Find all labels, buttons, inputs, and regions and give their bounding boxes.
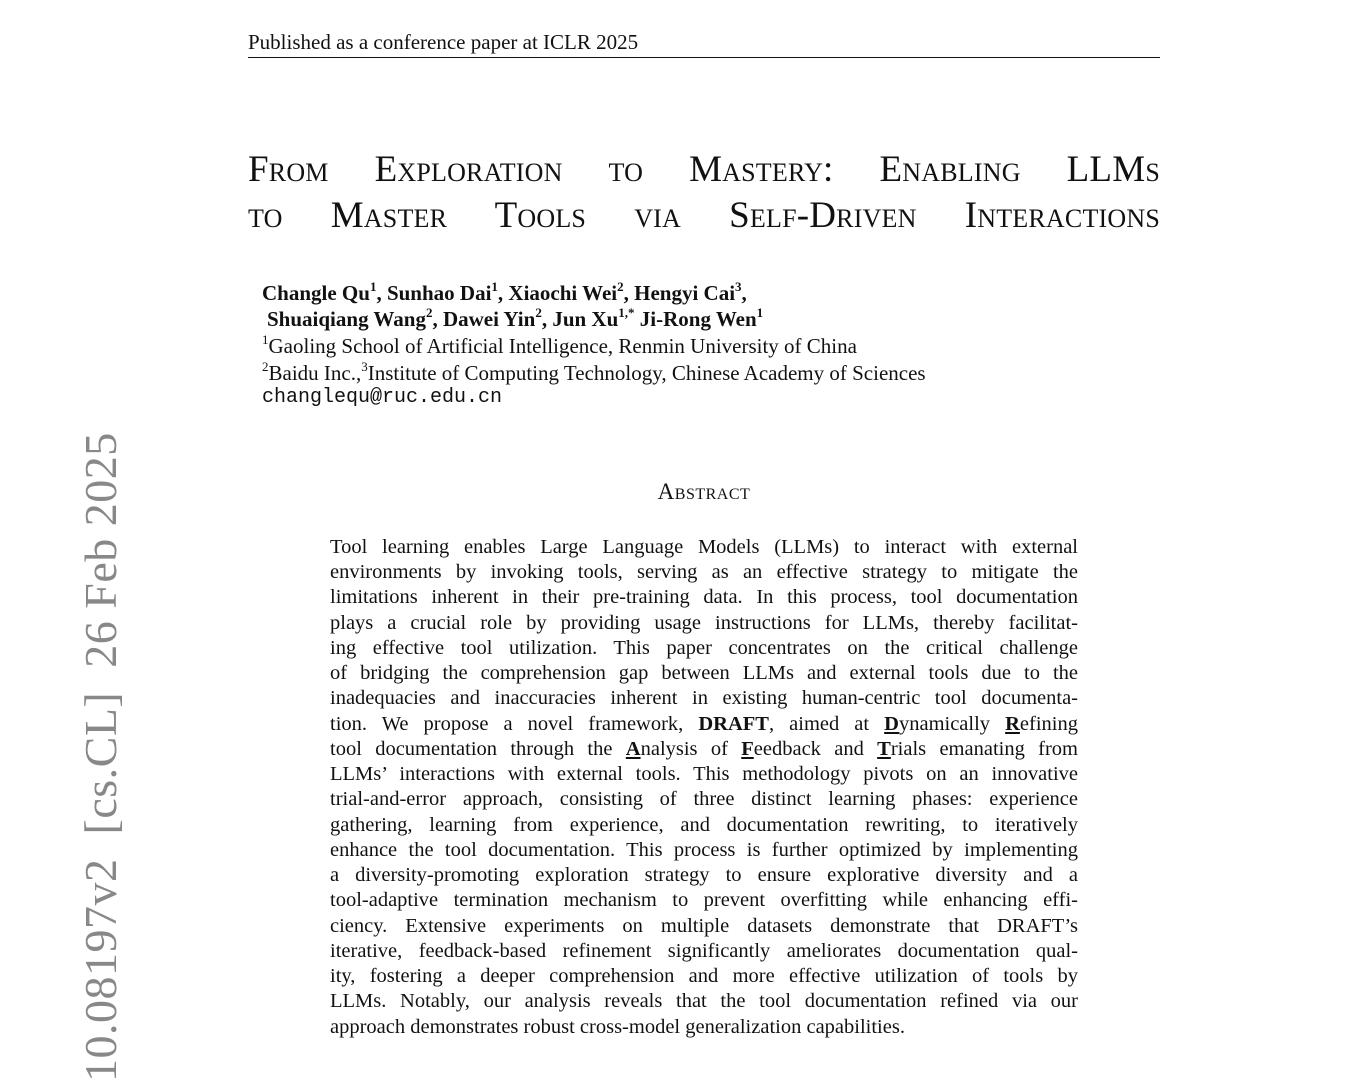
acronym-letter: F (741, 738, 754, 760)
author-name: Hengyi Cai (634, 281, 736, 305)
author-affiliation-mark: 2 (617, 279, 624, 294)
acronym-letter: T (877, 738, 891, 760)
abstract-text: nalysis of (640, 738, 742, 760)
author-name: Changle Qu (262, 281, 370, 305)
framework-name: DRAFT (698, 713, 769, 735)
abstract-line: tool-adaptive termination mechanism to prevent overfitting while enhancing effi- (330, 889, 1078, 911)
abstract-line: limitations inherent in their pre-training data. In this process, tool documentation (330, 586, 1078, 608)
author-affiliation-mark: 1 (491, 279, 498, 294)
abstract-line: enhance the tool documentation. This process is further optimized by implementing (330, 839, 1078, 861)
abstract-line (330, 712, 1078, 737)
author-separator: , (541, 307, 553, 331)
author-separator: , (432, 307, 443, 331)
abstract-line: approach demonstrates robust cross-model generalization capabilities. (330, 1016, 905, 1038)
abstract-line (330, 737, 1078, 762)
author-affiliation-mark: 1,* (618, 305, 635, 320)
abstract-line: trial-and-error approach, consisting of three distinct learning phases: experience (330, 788, 1078, 810)
abstract-line: environments by invoking tools, serving as an effective strategy to mitigate the (330, 561, 1078, 583)
abstract-text: tion. We propose a novel framework, (330, 713, 699, 735)
paper-title-line-2: to Master Tools via Self-Driven Interactions (248, 195, 1160, 236)
author-separator: , (741, 281, 747, 305)
abstract-line: LLMs. Notably, our analysis reveals that the tool documentation refined via our (330, 990, 1078, 1012)
affiliation-line-1 (262, 333, 857, 359)
author-name: Shuaiqiang Wang (267, 307, 426, 331)
abstract-text: eedback and (753, 738, 878, 760)
abstract-line: gathering, learning from experience, and documentation rewriting, to iteratively (330, 814, 1078, 836)
author-affiliation-mark: 1 (369, 279, 377, 294)
author-name: Sunhao Dai (386, 281, 492, 305)
acronym-letter: R (1005, 713, 1020, 735)
author-name: Dawei Yin (442, 307, 536, 331)
affiliation-line-2 (262, 360, 926, 386)
abstract-line: ciency. Extensive experiments on multiple datasets demonstrate that DRAFT’s (330, 915, 1078, 937)
author-name: Jun Xu (552, 307, 619, 331)
abstract-text: efining (1019, 713, 1078, 735)
abstract-text: , aimed at (768, 713, 885, 735)
abstract-line: a diversity-promoting exploration strategy to ensure explorative diversity and a (330, 864, 1078, 886)
header-rule (248, 57, 1160, 58)
affiliation-mark: 3 (361, 359, 368, 374)
author-affiliation-mark: 2 (425, 305, 433, 320)
author-name: Xiaochi Wei (508, 281, 618, 305)
author-separator: , (497, 281, 509, 305)
author-name: Ji-Rong Wen (639, 307, 757, 331)
abstract-line: Tool learning enables Large Language Models (LLMs) to interact with external (330, 536, 1078, 558)
author-affiliation-mark: 2 (535, 305, 542, 320)
abstract-heading: Abstract (657, 479, 751, 504)
affiliation-mark: 1 (262, 332, 269, 347)
abstract-text: ynamically (898, 713, 1006, 735)
paper-title-line-1: From Exploration to Mastery: Enabling LLMs (248, 149, 1160, 190)
author-separator: , (623, 281, 635, 305)
contact-email[interactable]: changlequ@ruc.edu.cn (262, 386, 503, 409)
abstract-line: inadequacies and inaccuracies inherent in existing human-centric tool documenta- (330, 687, 1078, 709)
abstract-line: of bridging the comprehension gap between LLMs and external tools due to the (330, 662, 1078, 684)
affiliation-text: Institute of Computing Technology, Chinese Academy of Sciences (367, 361, 926, 385)
abstract-line: LLMs’ interactions with external tools. This methodology pivots on an innovative (330, 763, 1078, 785)
author-separator: , (376, 281, 387, 305)
author-affiliation-mark: 1 (756, 305, 764, 320)
authors-line-1 (262, 280, 747, 306)
authors-line-2 (267, 306, 763, 332)
arxiv-identifier-watermark: 10.08197v2 [cs.CL] 26 Feb 2025 (75, 432, 126, 1082)
author-affiliation-mark: 3 (735, 279, 742, 294)
abstract-line: plays a crucial role by providing usage instructions for LLMs, thereby facilitat- (330, 612, 1078, 634)
abstract-line: ity, fostering a deeper comprehension and more effective utilization of tools by (330, 965, 1078, 987)
abstract-text: tool documentation through the (330, 738, 626, 760)
affiliation-text: Baidu Inc., (268, 361, 362, 385)
abstract-line: ing effective tool utilization. This paper concentrates on the critical challenge (330, 637, 1078, 659)
affiliation-mark: 2 (262, 359, 269, 374)
page-header: Published as a conference paper at ICLR 2025 (248, 30, 639, 54)
abstract-line: iterative, feedback-based refinement significantly ameliorates documentation qual- (330, 940, 1078, 962)
affiliation-text: Gaoling School of Artificial Intelligence, Renmin University of China (268, 334, 857, 358)
abstract-text: rials emanating from (890, 738, 1078, 760)
acronym-letter: A (625, 738, 641, 760)
acronym-letter: D (884, 713, 899, 735)
